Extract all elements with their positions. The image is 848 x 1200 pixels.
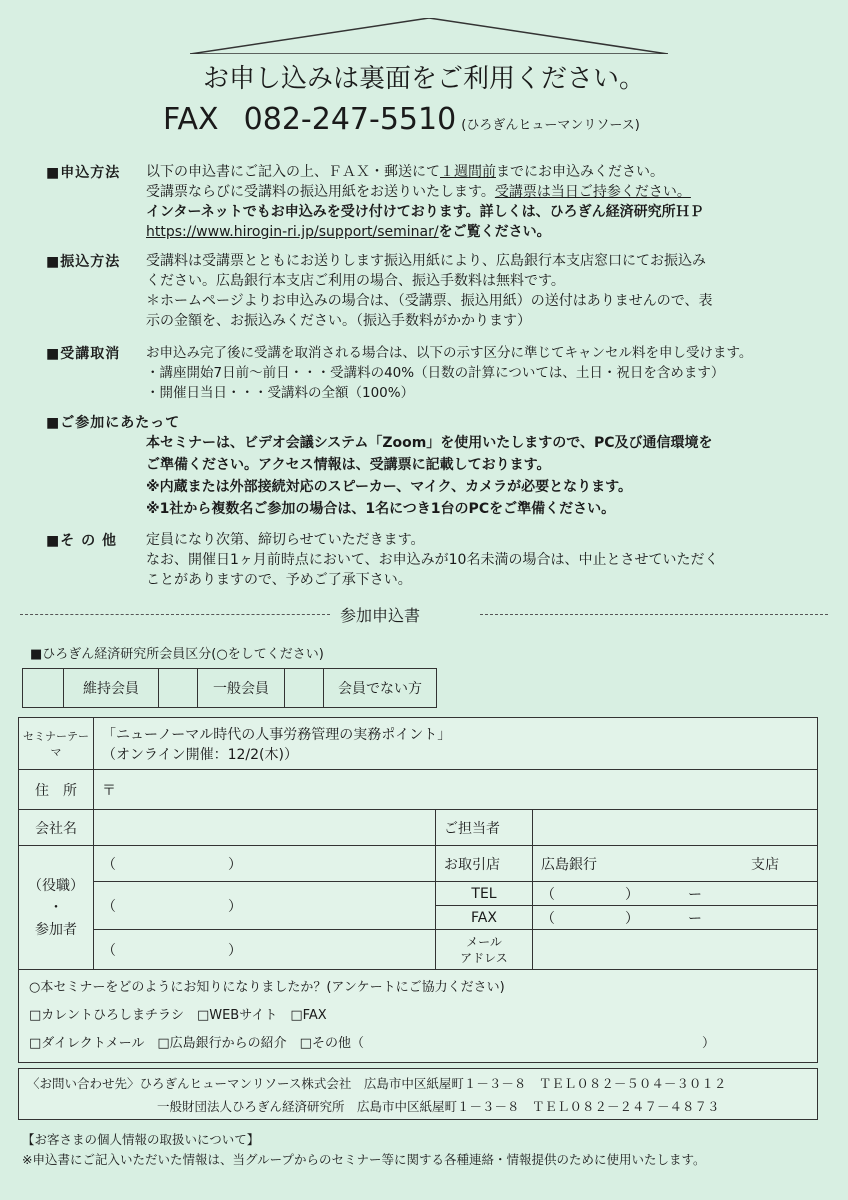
other-heading: ■そ の 他 <box>46 533 117 549</box>
payment-line4: 示の金額を、お振込みください。（振込手数料がかかります） <box>146 313 531 329</box>
cancel-line1: お申込み完了後に受講を取消される場合は、以下の示す区分に準じてキャンセル料を申し受けます。 <box>146 345 753 361</box>
participant-field-1[interactable]: （ ） <box>94 846 436 882</box>
participant-label <box>19 846 94 970</box>
mail-label-1: メール <box>466 934 502 949</box>
divider-right <box>480 614 828 615</box>
cancel-line3: ・開催日当日・・・受講料の全額（100%） <box>146 385 415 401</box>
participate-line1: 本セミナーは、ビデオ会議システム「Zoom」を使用いたしますので、PC及び通信環境を <box>146 435 713 451</box>
survey-options-row2[interactable]: □ダイレクトメール □広島銀行からの紹介 □その他（ ） <box>29 1036 715 1051</box>
mail-label-2: アドレス <box>460 950 508 965</box>
apply-line2a: 受講票ならびに受講料の振込用紙をお送りいたします。 <box>146 184 495 200</box>
apply-heading: ■申込方法 <box>46 165 121 181</box>
member-checkbox-3[interactable] <box>284 668 324 708</box>
role-dot: ・ <box>49 899 63 916</box>
apply-line1c: までにお申込みください。 <box>496 164 664 180</box>
other-line1: 定員になり次第、締切らせていただきます。 <box>146 532 425 548</box>
contact-box <box>18 1068 818 1120</box>
participate-heading: ■ご参加にあたって <box>46 415 181 431</box>
contact-label: 〈お問い合わせ先〉 <box>27 1076 140 1091</box>
theme-label: セミナーテーマ <box>19 718 94 770</box>
privacy-heading: 【お客さまの個人情報の取扱いについて】 <box>22 1132 260 1147</box>
survey-box <box>19 970 818 1063</box>
participate-line2: ご準備ください。アクセス情報は、受講票に記載しております。 <box>146 457 551 473</box>
divider-left <box>20 614 330 615</box>
participant-field-3[interactable]: （ ） <box>94 930 436 970</box>
seminar-url-link[interactable]: https://www.hirogin-ri.jp/support/seminar/ <box>146 224 439 240</box>
fax-field[interactable]: （ ） ー <box>533 906 818 930</box>
cancel-heading: ■受講取消 <box>46 346 121 362</box>
company-field[interactable] <box>94 810 436 846</box>
role-label: （役職） <box>28 877 84 894</box>
payment-line1: 受講料は受講票とともにお送りします振込用紙により、広島銀行本支店窓口にてお振込み <box>146 253 706 269</box>
payment-line2: ください。広島銀行本支店ご利用の場合、振込手数料は無料です。 <box>146 273 565 289</box>
member-checkbox-2[interactable] <box>158 668 198 708</box>
page-title: お申し込みは裏面をご利用ください。 <box>202 64 645 94</box>
header-triangle-decoration <box>190 18 668 54</box>
theme-value <box>94 718 818 770</box>
bank-field[interactable] <box>533 846 818 882</box>
fax-note: (ひろぎんヒューマンリソース) <box>461 118 640 133</box>
member-option-1: 維持会員 <box>63 668 159 708</box>
contact-line1: ひろぎんヒューマンリソース株式会社 広島市中区紙屋町１－３－８ ＴＥＬ０８２－５０４－３０１２ <box>139 1076 727 1091</box>
contact-field[interactable] <box>533 810 818 846</box>
member-checkbox-1[interactable] <box>22 668 64 708</box>
bank-name: 広島銀行 <box>541 856 597 873</box>
other-line3: ことがありますので、予めご了承下さい。 <box>146 572 412 588</box>
fax-line <box>163 102 640 137</box>
postal-mark: 〒 <box>102 782 116 799</box>
apply-line3: インターネットでもお申込みを受け付けております。詳しくは、ひろぎん経済研究所ＨＰ <box>146 204 704 220</box>
member-option-2: 一般会員 <box>197 668 285 708</box>
other-body <box>146 530 718 590</box>
participant-field-2[interactable]: （ ） <box>94 882 436 930</box>
member-option-3: 会員でない方 <box>323 668 437 708</box>
apply-line1a: 以下の申込書にご記入の上、ＦＡＸ・郵送にて <box>146 164 440 180</box>
survey-question: ○本セミナーをどのようにお知りになりましたか？(アンケートにご協力ください) <box>29 980 505 995</box>
address-field[interactable] <box>94 770 818 810</box>
cancel-body <box>146 343 752 403</box>
fax-label: FAX <box>163 102 219 137</box>
fax-field-label: FAX <box>436 906 533 930</box>
apply-line2b: 受講票は当日ご持参ください。 <box>494 184 691 200</box>
survey-options-row1[interactable]: □カレントひろしまチラシ □WEBサイト □FAX <box>29 1008 327 1023</box>
application-form <box>18 717 818 1063</box>
member-heading: ■ひろぎん経済研究所会員区分(○をしてください) <box>30 647 324 662</box>
branch-label: 支店 <box>751 856 779 873</box>
contact-line1-wrap <box>27 1074 726 1092</box>
participant-word: 参加者 <box>35 921 77 938</box>
mail-label <box>436 930 533 970</box>
tel-field[interactable]: （ ） ー <box>533 882 818 906</box>
company-label: 会社名 <box>19 810 94 846</box>
apply-line4: をご覧ください。 <box>438 224 551 240</box>
cancel-line2: ・講座開始7日前～前日・・・受講料の40%（日数の計算については、土日・祝日を含めます） <box>146 365 725 381</box>
privacy-text: ※申込書にご記入いただいた情報は、当グループからのセミナー等に関する各種連絡・情報提供のために使用いたします。 <box>22 1152 706 1167</box>
contact-label: ご担当者 <box>436 810 533 846</box>
form-title: 参加申込書 <box>340 606 421 625</box>
payment-line3: ＊ホームページよりお申込みの場合は、（受講票、振込用紙）の送付はありませんので、表 <box>146 293 713 309</box>
fax-number: 082-247-5510 <box>243 102 457 137</box>
theme-line1: 「ニューノーマル時代の人事労務管理の実務ポイント」 <box>102 726 452 743</box>
apply-body <box>146 162 704 242</box>
participate-line3: ※内蔵または外部接続対応のスピーカー、マイク、カメラが必要となります。 <box>146 479 632 495</box>
payment-heading: ■振込方法 <box>46 254 121 270</box>
contact-line2: 一般財団法人ひろぎん経済研究所 広島市中区紙屋町１－３－８ ＴＥＬ０８２－２４７－４８７３ <box>157 1099 720 1114</box>
mail-field[interactable] <box>533 930 818 970</box>
participate-line4: ※1社から複数名ご参加の場合は、1名につき1台のPCをご準備ください。 <box>146 501 616 517</box>
participate-body <box>146 432 713 520</box>
other-line2: なお、開催日1ヶ月前時点において、お申込みが10名未満の場合は、中止とさせていただく <box>146 552 719 568</box>
bank-label: お取引店 <box>436 846 533 882</box>
tel-label: TEL <box>436 882 533 906</box>
payment-body <box>146 251 712 331</box>
address-label: 住 所 <box>19 770 94 810</box>
theme-line2: （オンライン開催：12/2(木)） <box>102 746 298 763</box>
apply-deadline: １週間前 <box>440 164 496 180</box>
